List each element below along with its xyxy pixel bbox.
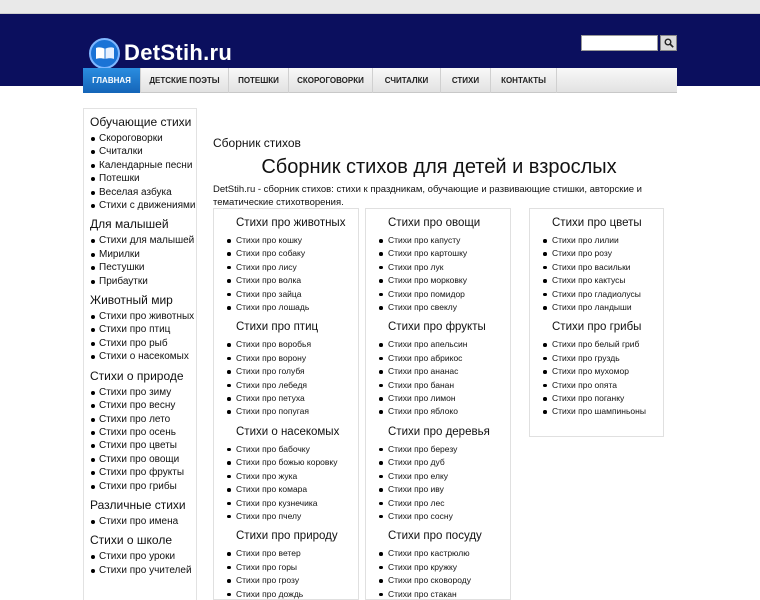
poem-link[interactable]: Стихи про розу <box>552 247 663 260</box>
sidebar-list <box>90 234 196 288</box>
poem-link[interactable]: Стихи про ландыши <box>552 301 663 314</box>
nav-poems[interactable]: СТИХИ <box>441 68 491 93</box>
poem-link[interactable]: Стихи про сосну <box>388 510 510 523</box>
section-heading[interactable]: Стихи про фрукты <box>388 321 486 334</box>
poem-link[interactable]: Стихи про васильки <box>552 261 663 274</box>
poem-link[interactable]: Стихи про иву <box>388 483 510 496</box>
poem-link[interactable]: Стихи про кактусы <box>552 274 663 287</box>
poem-column-1 <box>213 208 359 600</box>
poem-link[interactable]: Стихи про поганку <box>552 392 663 405</box>
poem-link[interactable]: Стихи про груздь <box>552 352 663 365</box>
poem-link[interactable]: Стихи про жука <box>236 470 358 483</box>
sidebar-heading: Стихи о школе <box>90 533 173 548</box>
poem-link[interactable]: Стихи про ананас <box>388 365 510 378</box>
section-list <box>236 547 358 600</box>
search-icon <box>664 38 674 48</box>
sidebar-link[interactable]: Стихи про животных <box>90 310 196 323</box>
sidebar-link[interactable]: Потешки <box>90 172 196 185</box>
main-nav <box>83 68 677 93</box>
sidebar-link[interactable]: Стихи про рыб <box>90 337 196 350</box>
poem-link[interactable]: Стихи про абрикос <box>388 352 510 365</box>
poem-link[interactable]: Стихи про волка <box>236 274 358 287</box>
poem-section <box>388 320 510 418</box>
sidebar-link[interactable]: Стихи про птиц <box>90 323 196 336</box>
nav-poets[interactable]: ДЕТСКИЕ ПОЭТЫ <box>141 68 229 93</box>
section-heading[interactable]: Стихи про грибы <box>552 321 642 334</box>
section-list <box>552 234 663 314</box>
section-list <box>236 234 358 314</box>
poem-column-3 <box>529 208 664 437</box>
sidebar-link[interactable]: Стихи с движениями <box>90 199 196 212</box>
poem-link[interactable]: Стихи про белый гриб <box>552 338 663 351</box>
sidebar-link[interactable]: Стихи про фрукты <box>90 466 196 479</box>
section-heading[interactable]: Стихи про деревья <box>388 425 490 438</box>
section-list <box>388 338 510 418</box>
nav-tongue-twisters[interactable]: СКОРОГОВОРКИ <box>289 68 373 93</box>
poem-section <box>236 320 358 418</box>
section-list <box>552 338 663 418</box>
section-heading[interactable]: Стихи про природу <box>236 530 338 543</box>
poem-link[interactable]: Стихи про мухомор <box>552 365 663 378</box>
section-heading[interactable]: Стихи про овощи <box>388 217 481 229</box>
poem-link[interactable]: Стихи про морковку <box>388 274 510 287</box>
nav-counting-rhymes[interactable]: СЧИТАЛКИ <box>373 68 441 93</box>
sidebar-heading: Обучающие стихи <box>90 115 192 129</box>
poem-link[interactable]: Стихи про свеклу <box>388 301 510 314</box>
poem-link[interactable]: Стихи про ворону <box>236 352 358 365</box>
sidebar-link[interactable]: Скороговорки <box>90 132 196 145</box>
sidebar-link[interactable]: Стихи про учителей <box>90 564 196 577</box>
poem-link[interactable]: Стихи про кастрюлю <box>388 547 510 560</box>
sidebar-link[interactable]: Стихи про цветы <box>90 439 196 452</box>
sidebar-list <box>90 310 196 364</box>
sidebar-list <box>90 515 196 528</box>
poem-link[interactable]: Стихи про кружку <box>388 561 510 574</box>
poem-section <box>236 425 358 523</box>
sidebar-link[interactable]: Мирилки <box>90 248 196 261</box>
sidebar-link[interactable]: Пестушки <box>90 261 196 274</box>
sidebar-heading: Стихи о природе <box>90 368 184 383</box>
poem-link[interactable]: Стихи про лису <box>236 261 358 274</box>
poem-section <box>552 320 663 418</box>
page-title: Сборник стихов для детей и взрослых <box>261 156 617 178</box>
poem-link[interactable]: Стихи про опята <box>552 379 663 392</box>
site-logo-text: DetStih.ru <box>124 40 233 65</box>
breadcrumb: Сборник стихов <box>213 136 301 150</box>
sidebar-link[interactable]: Стихи для малышей <box>90 234 196 247</box>
sidebar-heading: Животный мир <box>90 293 173 308</box>
page-description: DetStih.ru - сборник стихов: стихи к праздникам, обучающие и развивающие стишки, авторские и тематические стихотворения. <box>213 184 642 208</box>
section-heading[interactable]: Стихи про цветы <box>552 217 642 229</box>
poem-link[interactable]: Стихи про голубя <box>236 365 358 378</box>
section-list <box>236 338 358 418</box>
sidebar-link[interactable]: Календарные песни <box>90 159 196 172</box>
sidebar-heading: Для малышей <box>90 217 169 232</box>
sidebar-link[interactable]: Стихи про весну <box>90 399 196 412</box>
poem-link[interactable]: Стихи про помидор <box>388 288 510 301</box>
poem-section <box>552 216 663 314</box>
search-button[interactable] <box>660 35 677 51</box>
poem-link[interactable]: Стихи про сковороду <box>388 574 510 587</box>
sidebar-link[interactable]: Стихи про имена <box>90 515 196 528</box>
browser-top-strip <box>0 0 760 14</box>
sidebar-link[interactable]: Стихи о насекомых <box>90 350 196 363</box>
poem-link[interactable]: Стихи про апельсин <box>388 338 510 351</box>
section-list <box>388 443 510 523</box>
poem-link[interactable]: Стихи про воробья <box>236 338 358 351</box>
nav-poteshki[interactable]: ПОТЕШКИ <box>229 68 289 93</box>
search-input[interactable] <box>581 35 658 51</box>
sidebar-link[interactable]: Стихи про лето <box>90 413 196 426</box>
poem-link[interactable]: Стихи про яблоко <box>388 405 510 418</box>
poem-link[interactable]: Стихи про попугая <box>236 405 358 418</box>
sidebar-heading: Различные стихи <box>90 497 186 512</box>
section-list <box>388 547 510 600</box>
poem-link[interactable]: Стихи про елку <box>388 470 510 483</box>
poem-column-2 <box>365 208 511 600</box>
sidebar-link[interactable]: Стихи про грибы <box>90 480 196 493</box>
poem-link[interactable]: Стихи про березу <box>388 443 510 456</box>
poem-link[interactable]: Стихи про ветер <box>236 547 358 560</box>
nav-home[interactable]: ГЛАВНАЯ <box>83 68 141 93</box>
sidebar-link[interactable]: Стихи про уроки <box>90 550 196 563</box>
poem-link[interactable]: Стихи про лук <box>388 261 510 274</box>
poem-link[interactable]: Стихи про шампиньоны <box>552 405 663 418</box>
poem-link[interactable]: Стихи про дождь <box>236 588 358 600</box>
sidebar <box>83 108 197 600</box>
section-heading[interactable]: Стихи про птиц <box>236 321 319 334</box>
open-book-icon <box>89 38 120 69</box>
sidebar-link[interactable]: Прибаутки <box>90 275 196 288</box>
poem-link[interactable]: Стихи про лебедя <box>236 379 358 392</box>
poem-link[interactable]: Стихи про лилии <box>552 234 663 247</box>
poem-link[interactable]: Стихи про дуб <box>388 456 510 469</box>
poem-section <box>388 529 510 600</box>
poem-section <box>236 216 358 314</box>
poem-link[interactable]: Стихи про кошку <box>236 234 358 247</box>
sidebar-link[interactable]: Стихи про осень <box>90 426 196 439</box>
poem-link[interactable]: Стихи про лимон <box>388 392 510 405</box>
poem-link[interactable]: Стихи про банан <box>388 379 510 392</box>
section-heading[interactable]: Стихи о насекомых <box>236 425 340 438</box>
poem-link[interactable]: Стихи про лес <box>388 497 510 510</box>
poem-link[interactable]: Стихи про бабочку <box>236 443 358 456</box>
poem-link[interactable]: Стихи про картошку <box>388 247 510 260</box>
sidebar-link[interactable]: Считалки <box>90 145 196 158</box>
section-heading[interactable]: Стихи про посуду <box>388 530 482 543</box>
section-list <box>388 234 510 314</box>
sidebar-link[interactable]: Стихи про зиму <box>90 386 196 399</box>
sidebar-link[interactable]: Стихи про овощи <box>90 453 196 466</box>
poem-link[interactable]: Стихи про кузнечика <box>236 497 358 510</box>
poem-link[interactable]: Стихи про капусту <box>388 234 510 247</box>
sidebar-link[interactable]: Веселая азбука <box>90 186 196 199</box>
poem-link[interactable]: Стихи про гладиолусы <box>552 288 663 301</box>
poem-link[interactable]: Стихи про лошадь <box>236 301 358 314</box>
poem-link[interactable]: Стихи про горы <box>236 561 358 574</box>
poem-link[interactable]: Стихи про петуха <box>236 392 358 405</box>
section-heading[interactable]: Стихи про животных <box>236 217 346 229</box>
site-logo[interactable] <box>89 37 232 69</box>
nav-contacts[interactable]: КОНТАКТЫ <box>491 68 557 93</box>
poem-link[interactable]: Стихи про собаку <box>236 247 358 260</box>
poem-section <box>388 425 510 523</box>
poem-link[interactable]: Стихи про пчелу <box>236 510 358 523</box>
poem-section <box>388 216 510 314</box>
poem-link[interactable]: Стихи про зайца <box>236 288 358 301</box>
poem-link[interactable]: Стихи про грозу <box>236 574 358 587</box>
sidebar-list <box>90 550 196 577</box>
sidebar-list <box>90 132 196 212</box>
poem-link[interactable]: Стихи про комара <box>236 483 358 496</box>
sidebar-list <box>90 386 196 493</box>
poem-link[interactable]: Стихи про божью коровку <box>236 456 358 469</box>
poem-link[interactable]: Стихи про стакан <box>388 588 510 600</box>
section-list <box>236 443 358 523</box>
poem-section <box>236 529 358 600</box>
